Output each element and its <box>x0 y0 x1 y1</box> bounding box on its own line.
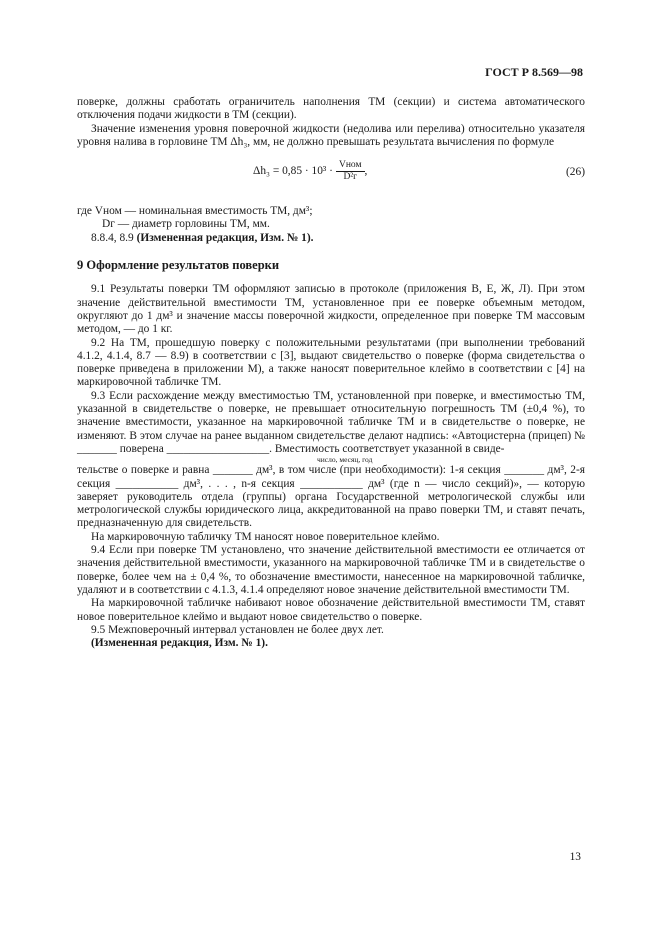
clause-9-4: 9.4 Если при поверке ТМ установлено, что значение действительной вместимости ее отличается от значения действительной вместимости, указанного на маркировочной табличке ТМ и в свидетельстве о поверке, более чем на ± 0,4 %, то обозначение вместимости, нанесенное на маркировочной табличке, удаляют и в соответствии с 4.1.3, 4.1.4 определяют новое значение действительной вместимости ТМ. <box>77 544 585 596</box>
section-title: 9 Оформление результатов поверки <box>77 258 280 273</box>
document-code-header: ГОСТ Р 8.569—98 <box>485 65 583 79</box>
date-caption-line <box>77 456 585 464</box>
clause-9-5: 9.5 Межповерочный интервал установлен не более двух лет. <box>91 623 384 636</box>
clause-9-3-part-b: тельстве о поверке и равна _______ дм³, в том числе (при необходимости): 1-я секция _______ дм³, 2-я секция ___________ дм³, . . . , n-я секция ___________ дм³ (где n — число секций)», — которую заверяет руководитель отдела (группы) органа Государственной метрологической службы или метрологической службы юридического лица, аккредитованной на право поверки ТМ, и ставят печать, предназначенную для свидетельств. <box>77 464 585 530</box>
formula-fraction <box>336 160 365 183</box>
date-caption: число, месяц, год <box>317 455 373 465</box>
clause-9-4-part-b: На маркировочной табличке набивают новое обозначение действительной вместимости ТМ, ставят новое поверительное клеймо и выдают новое свидетельство о поверке. <box>77 597 585 623</box>
formula-lhs: Δh₃ = 0,85 · 10³ · <box>253 165 333 178</box>
formula-number: (26) <box>566 166 585 179</box>
page-number: 13 <box>569 851 581 863</box>
amendment-note-1-text: (Измененная редакция, Изм. № 1). <box>136 231 314 244</box>
paragraph-continuation: поверке, должны сработать ограничитель наполнения ТМ (секции) и система автоматического отключения подачи жидкости в ТМ (секции). <box>77 96 585 122</box>
formula-26 <box>77 154 585 200</box>
clause-9-2: 9.2 На ТМ, прошедшую поверку с положительными результатами (при выполнении требований 4.1.2, 4.1.4, 8.7 — 8.9) в соответствии с [3], выдают свидетельство о поверке (форма свидетельства о поверке приведена в приложении М), а также наносят поверительное клеймо в соответствии с [4] на маркировочной табличке ТМ. <box>77 336 585 389</box>
formula-denominator: D²г <box>343 172 358 183</box>
formula-expression <box>253 160 367 183</box>
paragraph-level-change: Значение изменения уровня поверочной жидкости (недолива или перелива) относительно указателя уровня налива в горловине ТМ Δh₃, мм, не должно превышать результата вычисления по формуле <box>77 122 585 148</box>
amendment-note-1 <box>77 232 585 245</box>
formula-numerator: Vном <box>336 160 365 172</box>
variable-definition-vnom: где Vном — номинальная вместимость ТМ, дм³; <box>77 205 313 218</box>
variable-definition-dg: Dг — диаметр горловины ТМ, мм. <box>102 218 270 231</box>
clause-9-3-part-c: На маркировочную табличку ТМ наносят новое поверительное клеймо. <box>91 530 440 543</box>
amendment-note-1-prefix: 8.8.4, 8.9 <box>91 231 134 244</box>
page-content <box>77 96 585 650</box>
variable-definitions <box>77 205 585 232</box>
clause-9-1: 9.1 Результаты поверки ТМ оформляют записью в протоколе (приложения В, Е, Ж, Л). При этом значение действительной вместимости ТМ, установленное при ее поверке объемным методом, округляют до 1 дм³ и значение массы поверочной жидкости, определенное при поверке ТМ массовым методом, — до 1 кг. <box>77 283 585 336</box>
formula-trail: , <box>364 165 368 178</box>
amendment-note-2: (Измененная редакция, Изм. № 1). <box>91 637 268 650</box>
clause-9-3-part-a: 9.3 Если расхождение между вместимостью ТМ, установленной при поверке, и вместимостью ТМ, указанной в свидетельстве о поверке, не превышает относительную погрешность ТМ (±0,4 %), то значение вместимости, указанное на маркировочной табличке ТМ и в свидетельстве о поверке, не изменяют. В этом случае на ранее выданном свидетельстве делают надпись: «Автоцистерна (прицеп) № _______ поверена __________________. Вместимость соответствует указанной в свиде- <box>77 389 585 455</box>
